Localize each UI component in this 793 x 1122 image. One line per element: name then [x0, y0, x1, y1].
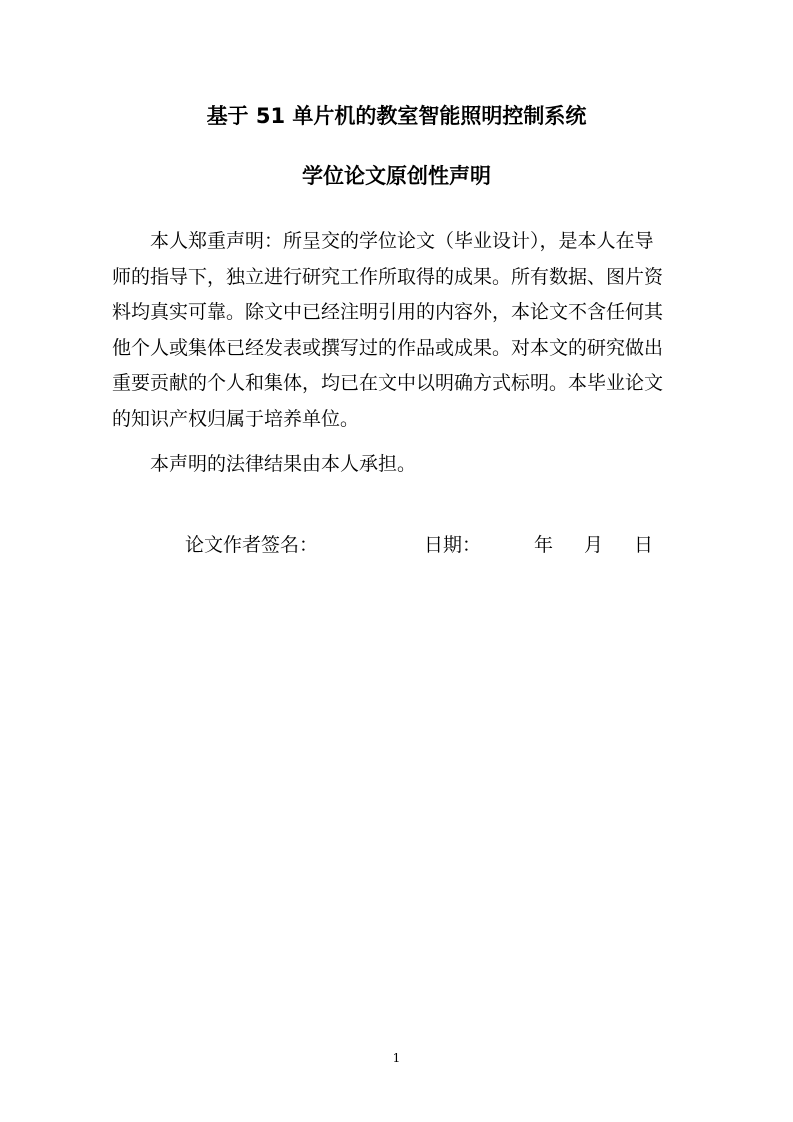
year-label: 年: [534, 534, 554, 556]
declaration-heading: 学位论文原创性声明: [302, 164, 491, 188]
declaration-line: 料均真实可靠。除文中已经注明引用的内容外，本论文不含任何其: [112, 301, 664, 324]
page-number: 1: [392, 1051, 401, 1065]
responsibility-paragraph: [112, 447, 696, 483]
author-signature-label: 论文作者签名：: [185, 534, 319, 556]
declaration-line: 重要贡献的个人和集体，均已在文中以明确方式标明。本毕业论文: [112, 372, 664, 395]
thesis-title: 基于 51 单片机的教室智能照明控制系统: [206, 104, 587, 128]
declaration-line: 师的指导下，独立进行研究工作所取得的成果。所有数据、图片资: [112, 265, 664, 288]
declaration-line: 本人郑重声明：所呈交的学位论文（毕业设计），是本人在导: [150, 230, 654, 252]
month-label: 月: [584, 534, 604, 556]
responsibility-line: 本声明的法律结果由本人承担。: [150, 453, 417, 475]
signature-block: [0, 527, 793, 563]
declaration-paragraph: [112, 224, 696, 438]
date-label: 日期：: [424, 534, 482, 556]
declaration-line: 他个人或集体已经发表或撰写过的作品或成果。对本文的研究做出: [112, 336, 664, 359]
declaration-line: 的知识产权归属于培养单位。: [112, 407, 360, 430]
day-label: 日: [634, 534, 654, 556]
